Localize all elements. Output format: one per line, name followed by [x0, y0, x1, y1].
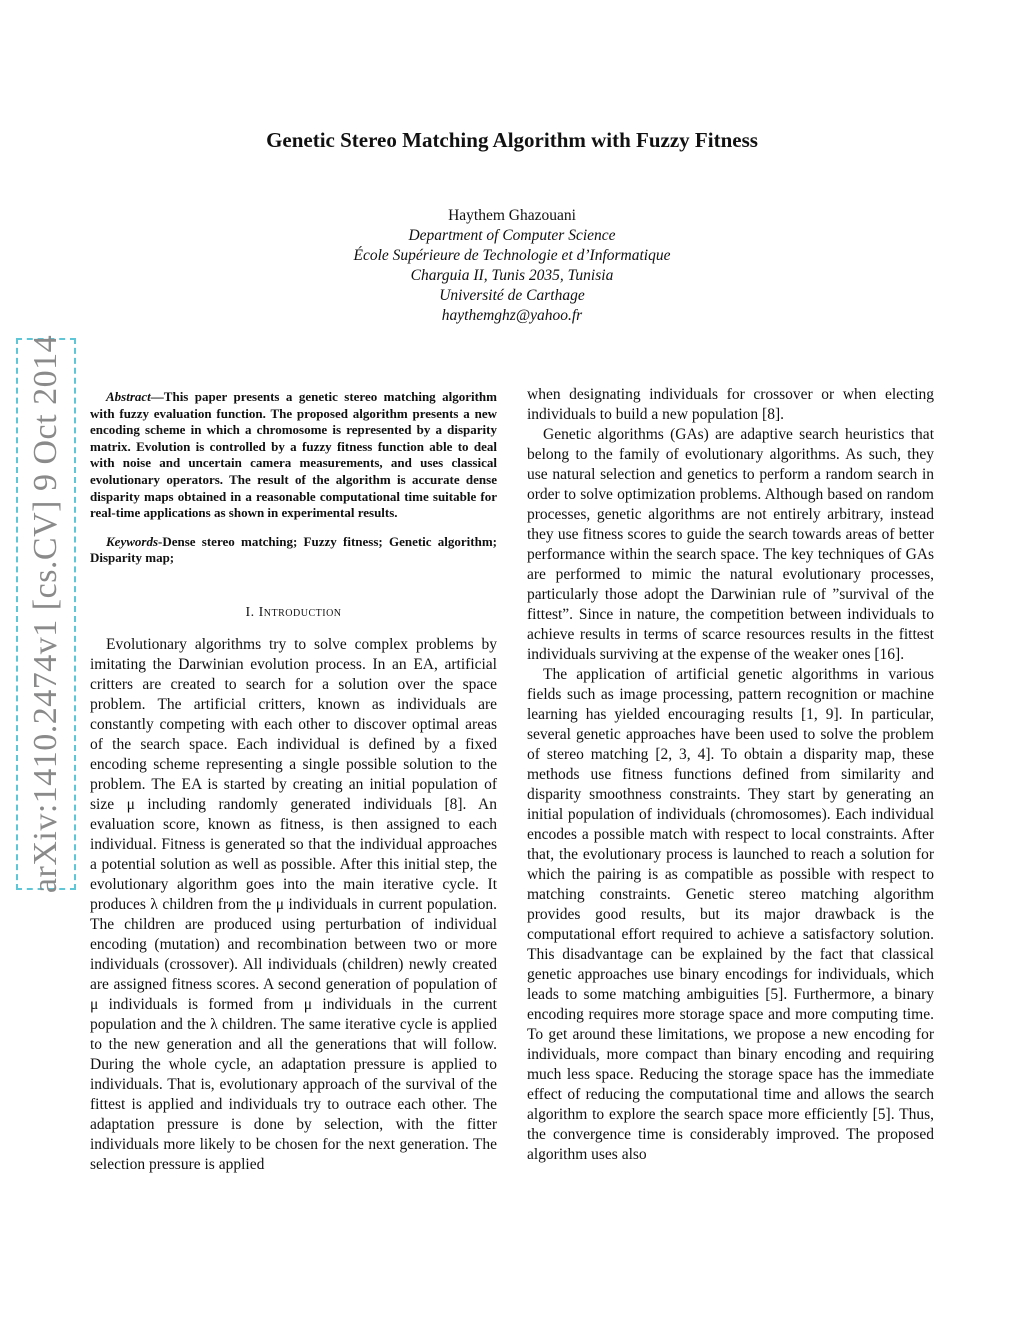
section-heading: [90, 603, 497, 623]
keywords-text: -Dense stereo matching; Fuzzy fitness; Genetic algorithm; Disparity map;: [90, 533, 497, 566]
left-column: [90, 385, 497, 1175]
arxiv-stamp: [16, 334, 76, 894]
author-name: Haythem Ghazouani: [448, 207, 576, 224]
author-department: Department of Computer Science: [408, 227, 616, 244]
abstract: [90, 389, 497, 522]
author-university: Université de Carthage: [439, 287, 585, 304]
right-column: [527, 385, 934, 1165]
section-number: I.: [245, 604, 255, 620]
keywords: [90, 534, 497, 567]
paragraph: Evolutionary algorithms try to solve complex problems by imitating the Darwinian evolution process. In an EA, artificial critters are created to search for a solution over the space problem. The artificial critters, known as individuals are constantly competing with each other to discover optimal areas of the search space. Each individual is defined by a fixed encoding scheme representing a single possible solution to the problem. The EA is started by creating an initial population of size μ including randomly generated individuals [8]. An evaluation score, known as fitness, is then assigned to each individual. Fitness is generated so that the individual approaches a potential solution as well as possible. After this initial step, the evolutionary algorithm goes into the main iterative cycle. It produces λ children from the μ individuals in current population. The children are produced using perturbation of individual encoding (mutation) and recombination between two or more individuals (crossover). All individuals (children) newly created are assigned fitness scores. A second generation of population of μ individuals is formed from μ individuals in the current population and the λ children. The same iterative cycle is applied to the new generation and all the generations that will follow. During the whole cycle, an adaptation pressure is applied to individuals. That is, evolutionary approach of the survival of the fittest is applied and individuals try to outrace each other. The adaptation pressure is done by selection, with the fitter individuals more likely to be chosen for the next generation. The selection pressure is applied: [90, 635, 497, 1173]
author-block: [0, 206, 1024, 326]
paragraph: when designating individuals for crossover or when electing individuals to build a new population [8].: [527, 386, 934, 423]
arxiv-stamp-text: arXiv:1410.2474v1 [cs.CV] 9 Oct 2014: [27, 334, 64, 894]
author-address: Charguia II, Tunis 2035, Tunisia: [410, 267, 614, 284]
keywords-label: Keywords: [106, 533, 158, 549]
author-school: École Supérieure de Technologie et d’Informatique: [353, 247, 671, 264]
abstract-text: —This paper presents a genetic stereo matching algorithm with fuzzy evaluation function. The proposed algorithm presents a new encoding scheme in which a chromosome is represented by a disparity matrix. Evolution is controlled by a fuzzy fitness function able to deal with noise and uncertain camera measurements, and uses classical evolutionary operators. The result of the algorithm is accurate dense disparity maps obtained in a reasonable computational time suitable for real-time applications as shown in experimental results.: [90, 389, 497, 521]
paragraph: The application of artificial genetic algorithms in various fields such as image processing, pattern recognition or machine learning has yielded encouraging results [1, 9]. In particular, several genetic approaches have been used to solve the problem of stereo matching [2, 3, 4]. To obtain a disparity map, these methods use fitness functions defined from similarity and disparity smoothness constraints. They start by generating an initial population of individuals (chromosomes). Each individual encodes a possible match with respect to local constraints. After that, the evolutionary process is launched to reach a solution for which the pairing is as compatible as possible with respect to matching constraints. Genetic stereo matching algorithm provides good results, but its major drawback is the computational effort required to achieve a satisfactory solution. This disadvantage can be explained by the fact that classical genetic approaches use binary encodings for individuals, which leads to some matching ambiguities [5]. Furthermore, a binary encoding requires more storage space and more computing time. To get around these limitations, we propose a new encoding for individuals, more compact than binary encoding and requiring much less space. Reducing the storage space has the immediate effect of reducing the computational time and allows the search algorithm to explore the search space more efficiently [5]. Thus, the convergence time is considerably improved. The proposed algorithm uses also: [527, 666, 934, 1163]
abstract-label: Abstract: [106, 389, 151, 404]
author-email: haythemghz@yahoo.fr: [441, 307, 583, 324]
section-title: Introduction: [258, 604, 342, 620]
paper-title: Genetic Stereo Matching Algorithm with Fuzzy Fitness: [266, 128, 758, 152]
paragraph: Genetic algorithms (GAs) are adaptive search heuristics that belong to the family of evolutionary algorithms. As such, they use natural selection and genetics to perform a random search in order to solve optimization problems. Although based on random processes, genetic algorithms are not entirely arbitrary, instead they use fitness scores to guide the search towards areas of better performance within the search space. The key techniques of GAs are performed to mimic the natural evolutionary processes, particularly those adopt the Darwinian rule of ”survival of the fittest”. Since in nature, the competition between individuals to achieve results in terms of scarce resources results in the fittest individuals surviving at the expense of the weaker ones [16].: [527, 426, 934, 663]
